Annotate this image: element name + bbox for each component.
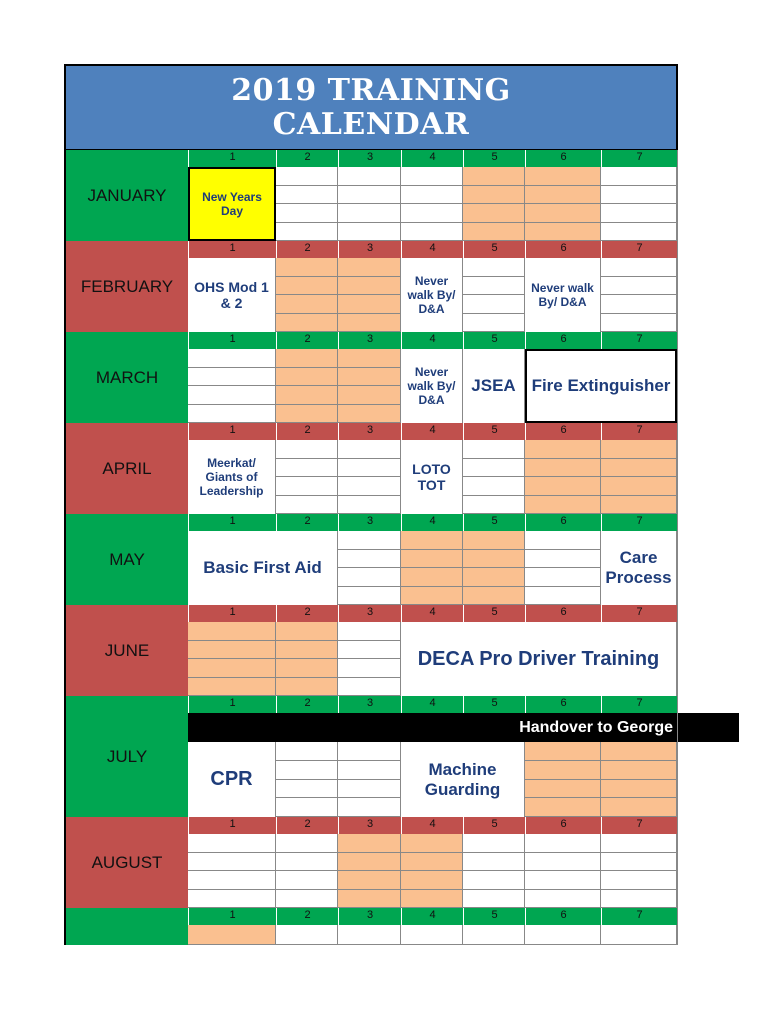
- month-label: AUGUST: [64, 817, 188, 908]
- day-slot[interactable]: [188, 368, 276, 387]
- day-slot[interactable]: [276, 659, 338, 678]
- day-slot[interactable]: [463, 223, 525, 242]
- day-slot[interactable]: [401, 568, 463, 587]
- day-slot[interactable]: [338, 798, 401, 817]
- day-number: 5: [463, 241, 525, 258]
- day-slot[interactable]: [188, 405, 276, 424]
- day-number: 1: [188, 423, 276, 440]
- day-number: 4: [401, 150, 463, 167]
- day-number: 6: [525, 908, 601, 925]
- title-line-2: CALENDAR: [272, 106, 470, 142]
- calendar-title: [64, 64, 678, 150]
- day-slot[interactable]: [525, 531, 601, 550]
- day-slot[interactable]: [188, 641, 276, 660]
- day-slot[interactable]: [601, 223, 677, 242]
- day-slot[interactable]: [463, 258, 525, 277]
- day-slot[interactable]: [276, 258, 338, 277]
- day-slot[interactable]: [276, 780, 338, 799]
- day-slot[interactable]: [338, 349, 401, 368]
- day-slot[interactable]: [601, 890, 677, 909]
- day-slot[interactable]: [525, 780, 601, 799]
- title-line-1: 2019 TRAINING: [231, 72, 511, 108]
- day-slot[interactable]: [525, 223, 601, 242]
- day-number: 4: [401, 514, 463, 531]
- day-number: 3: [338, 332, 401, 349]
- day-slot[interactable]: [338, 890, 401, 909]
- month-label: FEBRUARY: [64, 241, 188, 332]
- day-slot[interactable]: [525, 742, 601, 761]
- day-slot[interactable]: [338, 405, 401, 424]
- day-slot[interactable]: [401, 531, 463, 550]
- day-slot[interactable]: [276, 223, 338, 242]
- day-slot[interactable]: [276, 853, 338, 872]
- day-slot[interactable]: [276, 204, 338, 223]
- day-slot[interactable]: [338, 531, 401, 550]
- day-slot[interactable]: [601, 186, 677, 205]
- day-slot[interactable]: [276, 678, 338, 697]
- day-slot[interactable]: [525, 477, 601, 496]
- day-slot[interactable]: [401, 853, 463, 872]
- training-event[interactable]: Care Process: [601, 531, 677, 605]
- day-number: 5: [463, 332, 525, 349]
- day-number: 5: [463, 150, 525, 167]
- grid-right-border: [677, 150, 678, 945]
- day-number: 6: [525, 423, 601, 440]
- day-slot[interactable]: [525, 550, 601, 569]
- day-number: 7: [601, 241, 677, 258]
- training-event[interactable]: DECA Pro Driver Training: [401, 622, 677, 696]
- day-number: 5: [463, 605, 525, 622]
- day-number: 4: [401, 332, 463, 349]
- day-slot[interactable]: [338, 622, 401, 641]
- month-label: JANUARY: [64, 150, 188, 241]
- day-slot[interactable]: [525, 186, 601, 205]
- day-slot[interactable]: [463, 496, 525, 515]
- day-number: 7: [601, 817, 677, 834]
- day-slot[interactable]: [401, 834, 463, 853]
- day-slot[interactable]: [188, 622, 276, 641]
- day-slot[interactable]: [338, 834, 401, 853]
- day-number: 1: [188, 514, 276, 531]
- day-number: 4: [401, 696, 463, 713]
- day-slot[interactable]: [338, 368, 401, 387]
- day-number: 1: [188, 817, 276, 834]
- month-label: [64, 908, 188, 945]
- day-slot[interactable]: [338, 314, 401, 333]
- day-slot[interactable]: [401, 890, 463, 909]
- day-slot[interactable]: [463, 167, 525, 186]
- day-slot[interactable]: [525, 761, 601, 780]
- training-event[interactable]: Never walk By/ D&A: [525, 258, 601, 332]
- day-slot[interactable]: [463, 890, 525, 909]
- day-slot[interactable]: [188, 834, 276, 853]
- day-slot[interactable]: [525, 440, 601, 459]
- day-slot[interactable]: [276, 368, 338, 387]
- day-number: 5: [463, 696, 525, 713]
- day-number: 3: [338, 241, 401, 258]
- day-slot[interactable]: [338, 853, 401, 872]
- day-slot[interactable]: [601, 742, 677, 761]
- day-number: 3: [338, 150, 401, 167]
- training-event[interactable]: JSEA: [463, 349, 525, 423]
- day-slot[interactable]: [401, 871, 463, 890]
- day-number: 4: [401, 817, 463, 834]
- day-number: 2: [276, 423, 338, 440]
- day-slot[interactable]: [276, 798, 338, 817]
- day-slot[interactable]: [463, 568, 525, 587]
- day-number: 2: [276, 150, 338, 167]
- day-slot[interactable]: [601, 440, 677, 459]
- day-slot[interactable]: [188, 853, 276, 872]
- day-slot[interactable]: [276, 496, 338, 515]
- training-event[interactable]: Never walk By/ D&A: [401, 258, 463, 332]
- day-slot[interactable]: [338, 386, 401, 405]
- banner-text: Handover to George: [519, 718, 673, 736]
- day-number: 2: [276, 605, 338, 622]
- day-number: 3: [338, 696, 401, 713]
- day-slot[interactable]: [525, 568, 601, 587]
- day-slot[interactable]: [463, 477, 525, 496]
- day-slot[interactable]: [276, 890, 338, 909]
- day-slot[interactable]: [401, 925, 463, 945]
- day-slot[interactable]: [601, 277, 677, 296]
- day-slot[interactable]: [338, 277, 401, 296]
- day-slot[interactable]: [276, 742, 338, 761]
- training-event[interactable]: Never walk By/ D&A: [401, 349, 463, 423]
- day-number: 3: [338, 817, 401, 834]
- handover-banner: [188, 713, 739, 742]
- day-slot[interactable]: [338, 780, 401, 799]
- day-slot[interactable]: [276, 167, 338, 186]
- day-slot[interactable]: [601, 925, 677, 945]
- day-slot[interactable]: [276, 349, 338, 368]
- training-event[interactable]: LOTO TOT: [401, 440, 463, 514]
- day-slot[interactable]: [276, 314, 338, 333]
- day-slot[interactable]: [525, 890, 601, 909]
- day-number: 7: [601, 514, 677, 531]
- day-number: 2: [276, 908, 338, 925]
- training-event[interactable]: Fire Extinguisher: [525, 349, 677, 423]
- day-number: 6: [525, 696, 601, 713]
- day-slot[interactable]: [601, 798, 677, 817]
- day-slot[interactable]: [463, 587, 525, 606]
- day-number: 1: [188, 908, 276, 925]
- day-slot[interactable]: [601, 477, 677, 496]
- day-slot[interactable]: [601, 761, 677, 780]
- day-slot[interactable]: [601, 258, 677, 277]
- training-event[interactable]: Machine Guarding: [401, 742, 525, 817]
- day-slot[interactable]: [601, 204, 677, 223]
- day-slot[interactable]: [276, 277, 338, 296]
- day-slot[interactable]: [463, 314, 525, 333]
- day-slot[interactable]: [338, 742, 401, 761]
- day-slot[interactable]: [338, 587, 401, 606]
- day-number: 1: [188, 696, 276, 713]
- day-number: 2: [276, 241, 338, 258]
- day-slot[interactable]: [463, 295, 525, 314]
- day-slot[interactable]: [463, 531, 525, 550]
- day-number: 7: [601, 332, 677, 349]
- day-number: 1: [188, 605, 276, 622]
- day-number: 6: [525, 514, 601, 531]
- day-slot[interactable]: [338, 167, 401, 186]
- day-slot[interactable]: [276, 405, 338, 424]
- training-event[interactable]: New Years Day: [188, 167, 276, 241]
- day-slot[interactable]: [276, 834, 338, 853]
- day-slot[interactable]: [276, 761, 338, 780]
- day-slot[interactable]: [338, 258, 401, 277]
- day-number: 5: [463, 514, 525, 531]
- day-slot[interactable]: [188, 678, 276, 697]
- day-number: 3: [338, 514, 401, 531]
- day-slot[interactable]: [525, 587, 601, 606]
- month-label: JULY: [64, 696, 188, 817]
- month-label: APRIL: [64, 423, 188, 514]
- day-slot[interactable]: [463, 871, 525, 890]
- training-event[interactable]: OHS Mod 1 & 2: [188, 258, 276, 332]
- day-slot[interactable]: [188, 925, 276, 945]
- day-number: 6: [525, 241, 601, 258]
- day-number: 6: [525, 332, 601, 349]
- day-number: 3: [338, 908, 401, 925]
- day-slot[interactable]: [188, 871, 276, 890]
- day-slot[interactable]: [276, 477, 338, 496]
- day-slot[interactable]: [601, 780, 677, 799]
- day-number: 2: [276, 696, 338, 713]
- day-slot[interactable]: [463, 459, 525, 478]
- day-slot[interactable]: [525, 459, 601, 478]
- day-slot[interactable]: [338, 871, 401, 890]
- month-label: MAY: [64, 514, 188, 605]
- day-slot[interactable]: [601, 295, 677, 314]
- day-slot[interactable]: [276, 459, 338, 478]
- day-slot[interactable]: [338, 186, 401, 205]
- day-slot[interactable]: [276, 641, 338, 660]
- day-number: 4: [401, 605, 463, 622]
- day-number: 1: [188, 332, 276, 349]
- day-number: 6: [525, 817, 601, 834]
- day-slot[interactable]: [188, 349, 276, 368]
- day-slot[interactable]: [401, 186, 463, 205]
- day-number: 7: [601, 150, 677, 167]
- day-slot[interactable]: [276, 386, 338, 405]
- day-slot[interactable]: [188, 659, 276, 678]
- day-slot[interactable]: [401, 550, 463, 569]
- day-slot[interactable]: [276, 871, 338, 890]
- day-slot[interactable]: [525, 167, 601, 186]
- day-slot[interactable]: [463, 204, 525, 223]
- day-slot[interactable]: [338, 496, 401, 515]
- day-slot[interactable]: [338, 204, 401, 223]
- day-number: 5: [463, 908, 525, 925]
- day-slot[interactable]: [525, 204, 601, 223]
- day-slot[interactable]: [601, 459, 677, 478]
- day-slot[interactable]: [188, 386, 276, 405]
- day-slot[interactable]: [463, 834, 525, 853]
- day-slot[interactable]: [338, 459, 401, 478]
- day-number: 1: [188, 150, 276, 167]
- day-slot[interactable]: [338, 568, 401, 587]
- day-number: 6: [525, 605, 601, 622]
- day-slot[interactable]: [338, 295, 401, 314]
- day-slot[interactable]: [338, 440, 401, 459]
- day-slot[interactable]: [401, 223, 463, 242]
- training-event[interactable]: Basic First Aid: [188, 531, 338, 605]
- day-slot[interactable]: [401, 587, 463, 606]
- day-number: 4: [401, 908, 463, 925]
- day-slot[interactable]: [463, 186, 525, 205]
- day-slot[interactable]: [525, 871, 601, 890]
- month-label: MARCH: [64, 332, 188, 423]
- day-slot[interactable]: [401, 167, 463, 186]
- day-slot[interactable]: [601, 853, 677, 872]
- day-number: 7: [601, 423, 677, 440]
- day-slot[interactable]: [276, 622, 338, 641]
- day-slot[interactable]: [338, 550, 401, 569]
- day-slot[interactable]: [525, 853, 601, 872]
- day-number: 7: [601, 908, 677, 925]
- day-number: 2: [276, 514, 338, 531]
- day-slot[interactable]: [338, 925, 401, 945]
- day-number: 5: [463, 817, 525, 834]
- day-slot[interactable]: [276, 925, 338, 945]
- day-slot[interactable]: [276, 440, 338, 459]
- day-slot[interactable]: [401, 204, 463, 223]
- day-number: 7: [601, 605, 677, 622]
- training-event[interactable]: CPR: [188, 742, 276, 817]
- day-slot[interactable]: [463, 550, 525, 569]
- day-number: 4: [401, 423, 463, 440]
- day-number: 3: [338, 423, 401, 440]
- day-slot[interactable]: [525, 834, 601, 853]
- day-slot[interactable]: [601, 314, 677, 333]
- day-slot[interactable]: [463, 440, 525, 459]
- day-slot[interactable]: [188, 890, 276, 909]
- day-slot[interactable]: [276, 186, 338, 205]
- day-slot[interactable]: [525, 925, 601, 945]
- day-number: 5: [463, 423, 525, 440]
- day-number: 1: [188, 241, 276, 258]
- day-slot[interactable]: [338, 659, 401, 678]
- day-slot[interactable]: [338, 223, 401, 242]
- day-number: 6: [525, 150, 601, 167]
- day-slot[interactable]: [601, 167, 677, 186]
- day-slot[interactable]: [601, 871, 677, 890]
- day-slot[interactable]: [276, 295, 338, 314]
- day-number: 4: [401, 241, 463, 258]
- day-slot[interactable]: [525, 798, 601, 817]
- day-number: 7: [601, 696, 677, 713]
- training-event[interactable]: Meerkat/ Giants of Leadership: [188, 440, 276, 514]
- day-number: 2: [276, 332, 338, 349]
- day-slot[interactable]: [463, 925, 525, 945]
- day-slot[interactable]: [338, 761, 401, 780]
- day-slot[interactable]: [601, 834, 677, 853]
- day-slot[interactable]: [463, 853, 525, 872]
- day-slot[interactable]: [463, 277, 525, 296]
- month-label: JUNE: [64, 605, 188, 696]
- day-slot[interactable]: [525, 496, 601, 515]
- day-slot[interactable]: [601, 496, 677, 515]
- day-number: 2: [276, 817, 338, 834]
- day-slot[interactable]: [338, 641, 401, 660]
- day-slot[interactable]: [338, 477, 401, 496]
- day-slot[interactable]: [338, 678, 401, 697]
- day-number: 3: [338, 605, 401, 622]
